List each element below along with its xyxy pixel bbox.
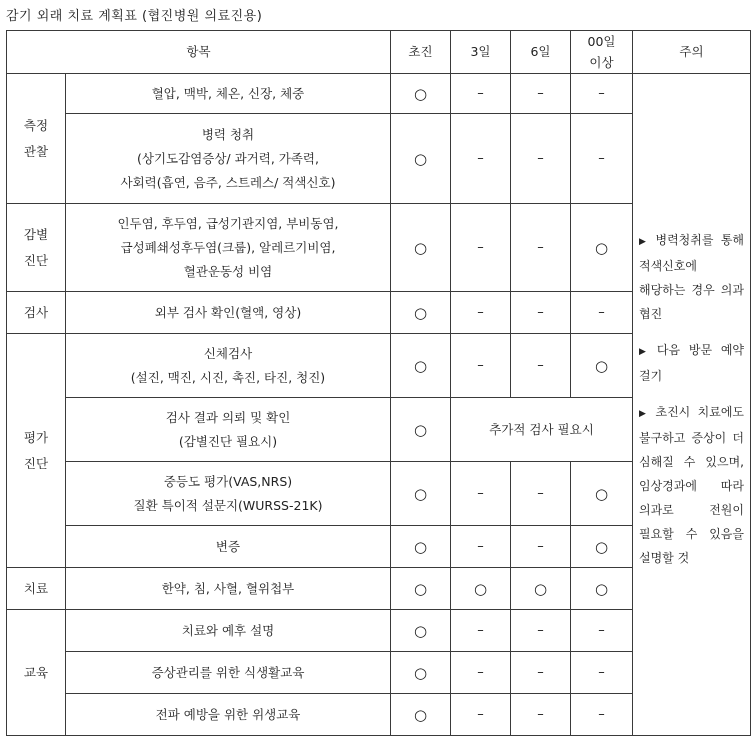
mark-dash: – xyxy=(451,610,511,652)
category-diff-b: 진단 xyxy=(23,252,49,268)
row-result xyxy=(66,398,391,462)
category-measure xyxy=(7,74,66,204)
header-day3: 3일 xyxy=(451,31,511,74)
mark-circle: ○ xyxy=(391,74,451,114)
mark-circle: ○ xyxy=(391,292,451,334)
treatment-plan-table xyxy=(6,30,751,736)
mark-dash: – xyxy=(571,694,633,736)
row-severity-2: 질환 특이적 설문지(WURSS-21K) xyxy=(133,497,323,513)
row-history-1: 병력 청취 xyxy=(201,126,255,142)
mark-circle: ○ xyxy=(391,526,451,568)
category-diff-a: 감별 xyxy=(23,226,49,242)
table-row xyxy=(7,74,751,114)
note-3: 초진시 치료에도 불구하고 증상이 더 심해질 수 있으며, 임상경과에 따라 의과로 전원이 필요할 수 있음을 설명할 것 xyxy=(639,404,744,565)
header-note: 주의 xyxy=(633,31,751,74)
mark-circle: ○ xyxy=(571,462,633,526)
notes-cell xyxy=(633,74,751,736)
mark-circle: ○ xyxy=(571,568,633,610)
category-edu: 교육 xyxy=(7,610,66,736)
bullet-arrow-icon: ▶ xyxy=(639,408,650,419)
row-physical-1: 신체검사 xyxy=(203,345,253,361)
row-diff-2: 급성폐쇄성후두염(크룹), 알레르기비염, xyxy=(120,239,336,255)
mark-dash: – xyxy=(571,74,633,114)
note-1: 병력청취를 통해 적색신호에 해당하는 경우 의과 협진 xyxy=(639,232,744,321)
mark-dash: – xyxy=(451,334,511,398)
mark-dash: – xyxy=(451,74,511,114)
mark-circle: ○ xyxy=(391,610,451,652)
mark-dash: – xyxy=(451,526,511,568)
row-treatment: 한약, 침, 사혈, 혈위첩부 xyxy=(66,568,391,610)
row-result-1: 검사 결과 의뢰 및 확인 xyxy=(165,409,291,425)
mark-circle: ○ xyxy=(451,568,511,610)
header-item: 항목 xyxy=(7,31,391,74)
row-differential xyxy=(66,204,391,292)
mark-dash: – xyxy=(571,652,633,694)
row-edu-2: 증상관리를 위한 식생활교육 xyxy=(66,652,391,694)
mark-dash: – xyxy=(511,610,571,652)
row-history-3: 사회력(흡연, 음주, 스트레스/ 적색신호) xyxy=(120,174,336,190)
mark-circle: ○ xyxy=(391,694,451,736)
bullet-arrow-icon: ▶ xyxy=(639,236,650,247)
mark-dash: – xyxy=(451,204,511,292)
category-treat: 치료 xyxy=(7,568,66,610)
mark-circle: ○ xyxy=(391,652,451,694)
row-physical xyxy=(66,334,391,398)
mark-circle: ○ xyxy=(391,568,451,610)
bullet-arrow-icon: ▶ xyxy=(639,346,651,357)
category-eval xyxy=(7,334,66,568)
category-diff xyxy=(7,204,66,292)
mark-circle: ○ xyxy=(511,568,571,610)
mark-circle: ○ xyxy=(391,398,451,462)
header-row xyxy=(7,31,751,74)
row-history xyxy=(66,114,391,204)
note-item xyxy=(639,228,744,326)
row-physical-2: (설진, 맥진, 시진, 촉진, 타진, 청진) xyxy=(130,369,326,385)
header-day6: 6일 xyxy=(511,31,571,74)
row-external: 외부 검사 확인(혈액, 영상) xyxy=(66,292,391,334)
header-first: 초진 xyxy=(391,31,451,74)
mark-dash: – xyxy=(571,610,633,652)
note-2: 다음 방문 예약 걸기 xyxy=(639,342,744,383)
mark-circle: ○ xyxy=(391,462,451,526)
row-diff-1: 인두염, 후두염, 급성기관지염, 부비동염, xyxy=(117,215,339,231)
mark-circle: ○ xyxy=(571,334,633,398)
mark-circle: ○ xyxy=(391,334,451,398)
mark-circle: ○ xyxy=(571,526,633,568)
page-title: 감기 외래 치료 계획표 (협진병원 의료진용) xyxy=(6,9,263,24)
mark-dash: – xyxy=(511,694,571,736)
note-item xyxy=(639,400,744,570)
mark-dash: – xyxy=(451,652,511,694)
row-result-2: (감별진단 필요시) xyxy=(178,433,278,449)
row-severity xyxy=(66,462,391,526)
row-edu-3: 전파 예방을 위한 위생교육 xyxy=(66,694,391,736)
note-item xyxy=(639,338,744,388)
mark-dash: – xyxy=(511,652,571,694)
mark-dash: – xyxy=(451,694,511,736)
row-pattern: 변증 xyxy=(66,526,391,568)
category-eval-b: 진단 xyxy=(23,455,49,471)
mark-dash: – xyxy=(511,74,571,114)
mark-dash: – xyxy=(511,334,571,398)
mark-circle: ○ xyxy=(571,204,633,292)
category-measure-b: 관찰 xyxy=(23,143,49,159)
mark-dash: – xyxy=(571,114,633,204)
row-vitals: 혈압, 맥박, 체온, 신장, 체중 xyxy=(66,74,391,114)
row-history-2: (상기도감염증상/ 과거력, 가족력, xyxy=(137,150,319,166)
mark-dash: – xyxy=(451,292,511,334)
mark-dash: – xyxy=(511,114,571,204)
header-day-last xyxy=(571,31,633,74)
header-day-last-b: 이상 xyxy=(589,55,614,70)
mark-dash: – xyxy=(451,462,511,526)
row-edu-1: 치료와 예후 설명 xyxy=(66,610,391,652)
row-diff-3: 혈관운동성 비염 xyxy=(183,263,273,279)
category-exam: 검사 xyxy=(7,292,66,334)
mark-dash: – xyxy=(451,114,511,204)
mark-dash: – xyxy=(511,462,571,526)
mark-circle: ○ xyxy=(391,204,451,292)
mark-dash: – xyxy=(571,292,633,334)
mark-dash: – xyxy=(511,526,571,568)
header-day-last-a: 00일 xyxy=(587,34,616,49)
mark-dash: – xyxy=(511,292,571,334)
category-measure-a: 측정 xyxy=(23,117,49,133)
row-severity-1: 중등도 평가(VAS,NRS) xyxy=(163,473,293,489)
mark-circle: ○ xyxy=(391,114,451,204)
additional-test-note: 추가적 검사 필요시 xyxy=(451,398,633,462)
category-eval-a: 평가 xyxy=(23,429,49,445)
mark-dash: – xyxy=(511,204,571,292)
